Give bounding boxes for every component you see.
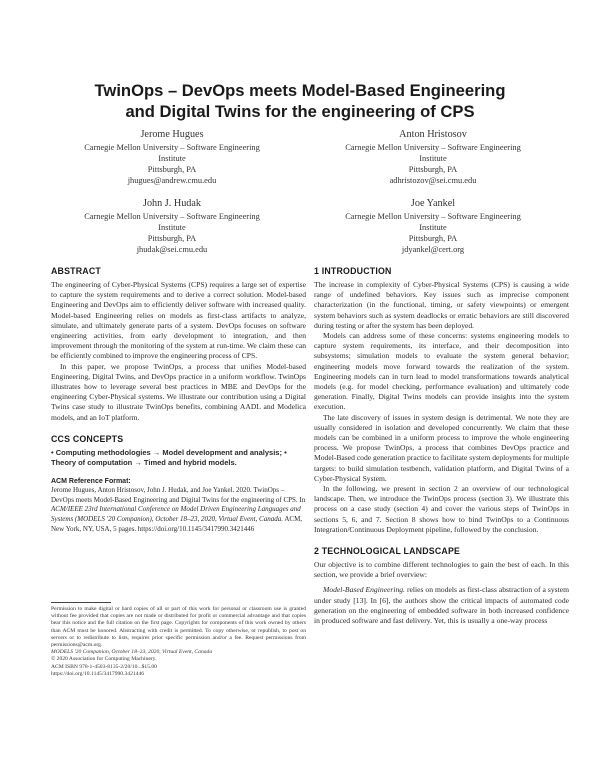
author-city: Pittsburgh, PA (408, 234, 458, 243)
intro-paragraph: Models can address some of these concerns: systems engineering models to capture system requirements, its interface, and their decomposition into subsystems; simulation models to evaluate the system general behavior; engineering models move forward towards the realization of the system. Engineering models can in turn lead to model transformations towards analytical models (e.g. for model checking, performance evaluation) and ultimately code generation. Finally, Digital Twins models can provide insights into the system execution. (314, 331, 569, 412)
landscape-mbe-paragraph (314, 585, 569, 626)
landscape-paragraph: Our objective is to combine different technologies to gain the best of each. In this section, we provide a brief overview: (314, 560, 569, 580)
introduction-heading: 1 INTRODUCTION (314, 266, 392, 276)
right-column (314, 266, 569, 626)
doi-line[interactable]: https://doi.org/10.1145/3417990.3421446 (51, 670, 145, 677)
intro-paragraph: The late discovery of issues in system design is detrimental. We note they are usually considered in isolation and developed concurrently. We claim that these models can be combined in a uniform process to improve the whole engineering process. We propose TwinOps, a process that combines DevOps practice and Model-Based code generation practice to facilitate system deployments for multiple targets: to build simulation testbench, validation platform, and Digital Twins of a Cyber-Physical System. (314, 412, 569, 483)
author-city: Pittsburgh, PA (408, 165, 458, 174)
author-block-4 (298, 197, 568, 255)
paper-title (40, 80, 560, 122)
intro-paragraph: The increase in complexity of Cyber-Physical Systems (CPS) is causing a wide range of undefined behaviors. Key issues such as imprecise component characterization (in the functional, timing, or safety viewpoints) or emergent system behaviors such as system deadlocks or erratic behaviors are still discovered during testing or after the system has been deployed. (314, 280, 569, 330)
author-affiliation-cont: Institute (158, 223, 186, 232)
author-city: Pittsburgh, PA (147, 234, 197, 243)
author-block-3 (37, 197, 307, 255)
ccs-heading: CCS CONCEPTS (51, 433, 124, 444)
landscape-heading: 2 TECHNOLOGICAL LANDSCAPE (314, 546, 461, 557)
mbe-term: Model-Based Engineering. (323, 585, 405, 595)
copyright-footnote (51, 606, 306, 678)
mbe-body: relies on models as first-class abstraction of a system under study [13]. In [6], the authors show the critical impacts of automated code generation on the engineering of embedded software in both increased confidence in produced software and fast delivery. Yet, this is usually a one-way process (314, 585, 569, 626)
footnote-rule (51, 602, 111, 603)
acm-reference-venue: ACM/IEEE 23rd International Conference on Model Driven Engineering Languages and Systems (MODELS '20 Companion), October 18–23, 2020, Virtual Event, Canada. (51, 505, 301, 524)
ccs-concepts: • Computing methodologies → Model development and analysis; • Theory of computation → Timed and hybrid models. (51, 447, 287, 468)
isbn-line: ACM ISBN 978-1-4503-8135-2/20/10...$15.00 (51, 663, 157, 670)
acm-reference-authors: Jerome Hugues, Anton Hristosov, John J. Hudak, and Joe Yankel. 2020. (51, 486, 252, 495)
author-affiliation: Carnegie Mellon University – Software Engineering (345, 143, 521, 152)
title-line-1: TwinOps – DevOps meets Model-Based Engineering (94, 81, 506, 100)
author-affiliation: Carnegie Mellon University – Software Engineering (84, 143, 260, 152)
abstract-paragraph: The engineering of Cyber-Physical Systems (CPS) requires a large set of expertise to capture the system requirements and to derive a correct solution. Model-based Engineering and DevOps aim to efficiently deliver software with increased quality. Model-based Engineering relies on models as first-class artifacts to analyze, simulate, and ultimately generate parts of a system. DevOps focuses on software engineering activities, from early development to integration, and then improvement through the monitoring of the system at run-time. We claim these can be efficiently combined to improve the engineering process of CPS. (51, 280, 306, 361)
title-line-2: and Digital Twins for the engineering of CPS (125, 102, 475, 121)
author-city: Pittsburgh, PA (147, 165, 197, 174)
acm-reference-heading: ACM Reference Format: (51, 478, 131, 486)
author-block-2 (298, 128, 568, 186)
author-email: adhristozov@sei.cmu.edu (389, 176, 477, 185)
author-affiliation-cont: Institute (158, 154, 186, 163)
author-affiliation-cont: Institute (419, 223, 447, 232)
author-name: John J. Hudak (142, 198, 201, 209)
author-affiliation: Carnegie Mellon University – Software Engineering (345, 212, 521, 221)
author-affiliation-cont: Institute (419, 154, 447, 163)
acm-reference (51, 478, 306, 534)
left-column (51, 266, 306, 534)
copyright-line: © 2020 Association for Computing Machinery. (51, 656, 157, 663)
author-name: Anton Hristosov (399, 129, 467, 140)
author-name: Joe Yankel (410, 198, 456, 209)
author-block-1 (37, 128, 307, 186)
author-name: Jerome Hugues (140, 129, 204, 140)
author-email: jdyankel@cert.org (401, 245, 465, 254)
acm-reference-publisher: ACM, New York, NY, USA, 5 pages. https://doi.org/10.1145/3417990.3421446 (51, 515, 303, 533)
acm-reference-body (51, 486, 306, 534)
author-email: jhugues@andrew.cmu.edu (127, 176, 217, 185)
abstract-heading: ABSTRACT (51, 266, 101, 276)
abstract-paragraph: In this paper, we propose TwinOps, a process that unifies Model-based Engineering, Digital Twins, and DevOps practice in a uniform workflow. TwinOps illustrates how to leverage several best practices in MBE and DevOps for the engineering Cyber-Physical systems. We illustrate our contribution using a Digital Twins case study to illustrate TwinOps benefits, combining AADL and Modelica models, and an IoT platform. (51, 361, 306, 422)
author-email: jhudak@sei.cmu.edu (136, 245, 208, 254)
author-affiliation: Carnegie Mellon University – Software Engineering (84, 212, 260, 221)
acm-reference-title: TwinOps – DevOps meets Model-Based Engineering and Digital Twins for the engineering of CPS. In (51, 486, 306, 504)
permission-notice: Permission to make digital or hard copies of all or part of this work for personal or classroom use is granted without fee provided that copies are not made or distributed for profit or commercial advantage and that copies bear this notice and the full citation on the first page. Copyrights for components of this work owned by others than ACM must be honored. Abstracting with credit is permitted. To copy otherwise, or republish, to post on servers or to redistribute to lists, requires prior specific permission and/or a fee. Request permissions from permissions@acm.org. (51, 606, 306, 649)
intro-paragraph: In the following, we present in section 2 an overview of our technological landscape. Then, we introduce the TwinOps process (section 3). We illustrate this process on a case study (section 4) and cover the various steps of TwinOps in sections 5, 6, and 7. Section 8 shows how to bind TwinOps to a Continuous Integration/Continuous Deployment pipeline, followed by the conclusion. (314, 484, 569, 534)
conference-line: MODELS '20 Companion, October 18–23, 2020, Virtual Event, Canada (51, 649, 213, 656)
